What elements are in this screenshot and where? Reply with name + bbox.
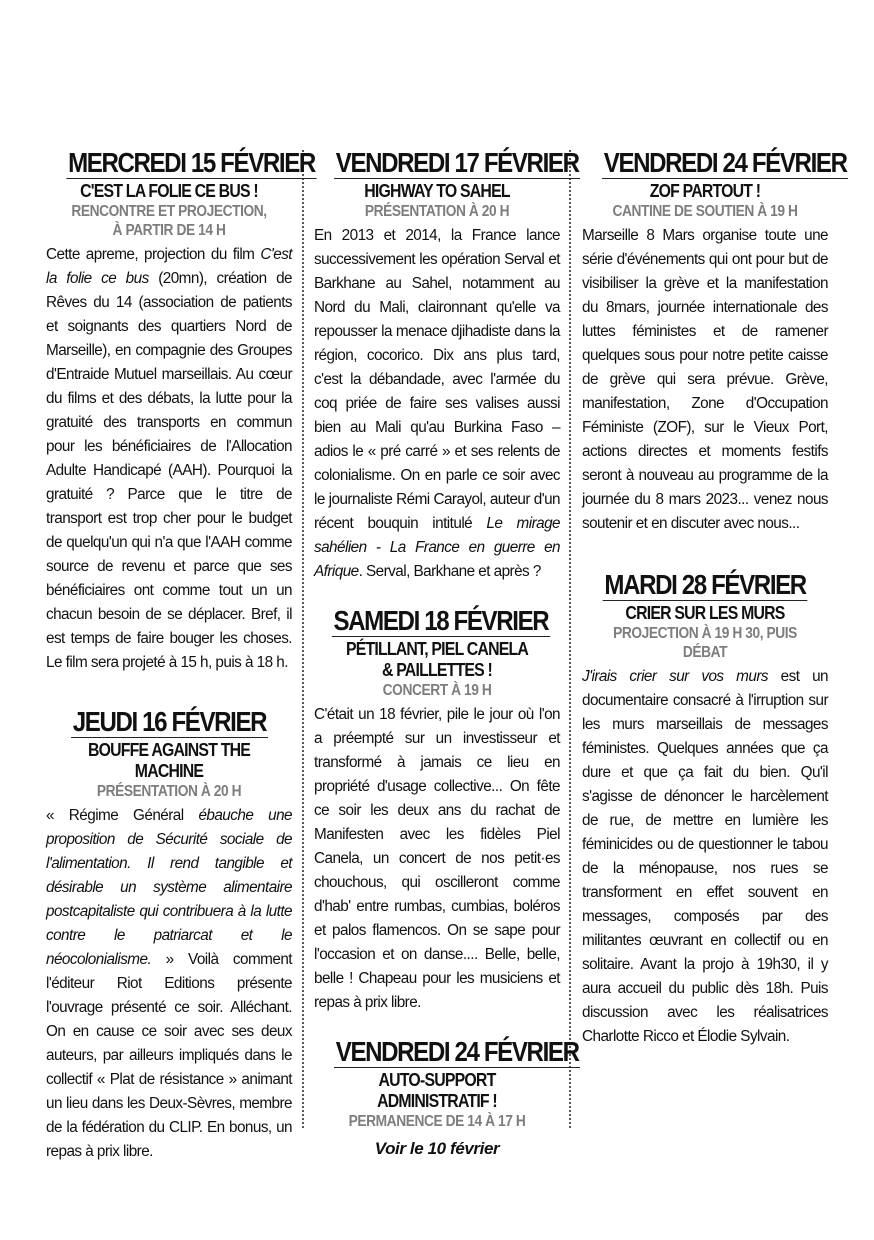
- event-date: JEUDI 16 FÉVRIER: [72, 706, 266, 737]
- event-samedi-18: [314, 606, 560, 700]
- description-text: « Régime Général: [46, 807, 199, 824]
- event-vendredi-24-admin: [314, 1036, 579, 1131]
- event-mercredi-15: [46, 147, 315, 240]
- event-title: BOUFFE AGAINST THE MACHINE: [87, 740, 251, 781]
- description-italic: J'irais crier sur vos murs: [582, 668, 768, 685]
- description-text: Cette apreme, projection du film: [46, 246, 261, 263]
- event-title: ZOF PARTOUT !: [649, 181, 761, 201]
- event-title: CRIER SUR LES MURS: [625, 603, 785, 623]
- event-subtitle: RENCONTRE ET PROJECTION, À PARTIR DE 14 H: [71, 203, 267, 239]
- column-1: [46, 147, 315, 1164]
- event-date: VENDREDI 24 FÉVRIER: [603, 147, 847, 178]
- event-description: [582, 224, 828, 536]
- description-text: . Serval, Barkhane et après ?: [358, 563, 541, 580]
- event-description: [582, 665, 828, 1049]
- description-text: C'était un 18 février, pile le jour où l'on a préempté sur un investisseur et transformé à jamais ce lieu en propriété d'usage collective... On fête ce soir les deux ans du rachat de Manifesten avec les fidèles Piel Canela, un concert de nos petit·es chouchous, qui oscilleront comme d'hab' entre rumbas, cumbias, boléros et palos flamencos. On se sape pour l'occasion et on danse.... Belle, belle, belle ! Chapeau pour les musiciens et repas à prix libre.: [314, 706, 560, 1011]
- description-text: est un documentaire consacré à l'irruption sur les murs marseillais de messages féministes. Quelques années que ça dure et que ça fait du bien. Qu'il s'agisse de dénoncer le harcèlement de rue, de mettre en lumière les féminicides ou de questionner le tabou de la ménopause, nos rues se transforment en effet souvent en messages, composés par des militantes œuvrant en collectif ou en solitaire. Avant la projo à 19h30, il y aura accueil du public dès 18h. Puis discussion avec les réalisatrices Charlotte Ricco et Élodie Sylvain.: [582, 668, 828, 1045]
- column-2: [314, 147, 579, 1159]
- event-title: AUTO-SUPPORT ADMINISTRATIF !: [377, 1070, 497, 1111]
- description-text: En 2013 et 2014, la France lance successivement les opération Serval et Barkhane au Sahel, notamment au Nord du Mali, claironnant qu'elle va repousser la menace djihadiste dans la région, cocorico. Dix ans plus tard, c'est la débandade, avec l'armée du coq priée de faire ses valises aussi bien au Mali qu'au Burkina Faso – adios le « pré carré » et ses relents de colonialisme. On en parle ce soir avec le journaliste Rémi Carayol, auteur d'un récent bouquin intitulé: [314, 227, 560, 532]
- event-date: MERCREDI 15 FÉVRIER: [68, 147, 315, 178]
- event-date: MARDI 28 FÉVRIER: [604, 569, 806, 600]
- event-description: [314, 224, 560, 584]
- event-subtitle: CANTINE DE SOUTIEN À 19 H: [612, 203, 798, 220]
- event-subtitle: PRÉSENTATION À 20 H: [96, 783, 242, 800]
- event-title: C'EST LA FOLIE CE BUS !: [80, 181, 258, 201]
- event-title: HIGHWAY TO SAHEL: [364, 181, 510, 201]
- event-subtitle: PERMANENCE DE 14 À 17 H: [348, 1113, 526, 1130]
- description-italic: ébauche une proposition de Sécurité sociale de l'alimentation. Il rend tangible et désirable un système alimentaire postcapitaliste qui contribuera à la lutte contre le patriarcat et le néocolonialisme.: [46, 807, 292, 968]
- column-divider: [302, 150, 304, 1128]
- event-vendredi-17: [314, 147, 579, 221]
- event-date: VENDREDI 17 FÉVRIER: [335, 147, 579, 178]
- column-divider: [569, 150, 571, 1128]
- event-jeudi-16: [46, 707, 292, 801]
- event-description: [46, 804, 292, 1164]
- event-title: PÉTILLANT, PIEL CANELA & PAILLETTES !: [345, 639, 529, 680]
- event-subtitle: CONCERT À 19 H: [382, 682, 492, 699]
- see-reference-text: Voir le 10 février: [374, 1139, 500, 1158]
- event-description: [314, 703, 560, 1015]
- event-date: VENDREDI 24 FÉVRIER: [335, 1036, 579, 1067]
- event-date: SAMEDI 18 FÉVRIER: [333, 605, 549, 636]
- event-description: [46, 243, 292, 675]
- event-mardi-28: [582, 570, 828, 662]
- description-italic: Le mirage sahélien - La France en guerre en Afrique: [314, 515, 560, 580]
- description-text: » Voilà comment l'éditeur Riot Editions présente l'ouvrage présenté ce soir. Alléchant. On en cause ce soir avec ses deux auteurs, par ailleurs impliqués dans le collectif « Plat de résistance » animant un lieu dans les Deux-Sèvres, membre de la fédération du CLIP. En bonus, un repas à prix libre.: [46, 951, 292, 1160]
- description-text: Marseille 8 Mars organise toute une série d'événements qui ont pour but de visibiliser la grève et la manifestation du 8mars, journée internationale des luttes féministes et de ramener quelques sous pour notre petite caisse de grève qui sera prévue. Grève, manifestation, Zone d'Occupation Féministe (ZOF), sur le Vieux Port, actions directes et moments festifs seront à nouveau au programme de la journée du 8 mars 2023... venez nous soutenir et en discuter avec nous...: [582, 227, 828, 532]
- column-3: [582, 147, 847, 1049]
- description-italic: C'est la folie ce bus: [46, 246, 292, 287]
- description-text: (20mn), création de Rêves du 14 (association de patients et soignants des quartiers Nord de Marseille), en compagnie des Groupes d'Entraide Mutuel marseillais. Au cœur du films et des débats, la lutte pour la gratuité des transports en commun pour les bénéficiaires de l'Allocation Adulte Handicapé (AAH). Pourquoi la gratuité ? Parce que le titre de transport est trop cher pour le budget de quelqu'un qui n'a que l'AAH comme source de revenu et parce que ses bénéficiaires ont comme tout un un chacun besoin de se déplacer. Bref, il est temps de faire bouger les choses. Le film sera projeté à 15 h, puis à 18 h.: [46, 270, 292, 671]
- event-subtitle: PRÉSENTATION À 20 H: [364, 203, 510, 220]
- event-subtitle: PROJECTION À 19 H 30, PUIS DÉBAT: [613, 625, 797, 661]
- event-vendredi-24-zof: [582, 147, 847, 221]
